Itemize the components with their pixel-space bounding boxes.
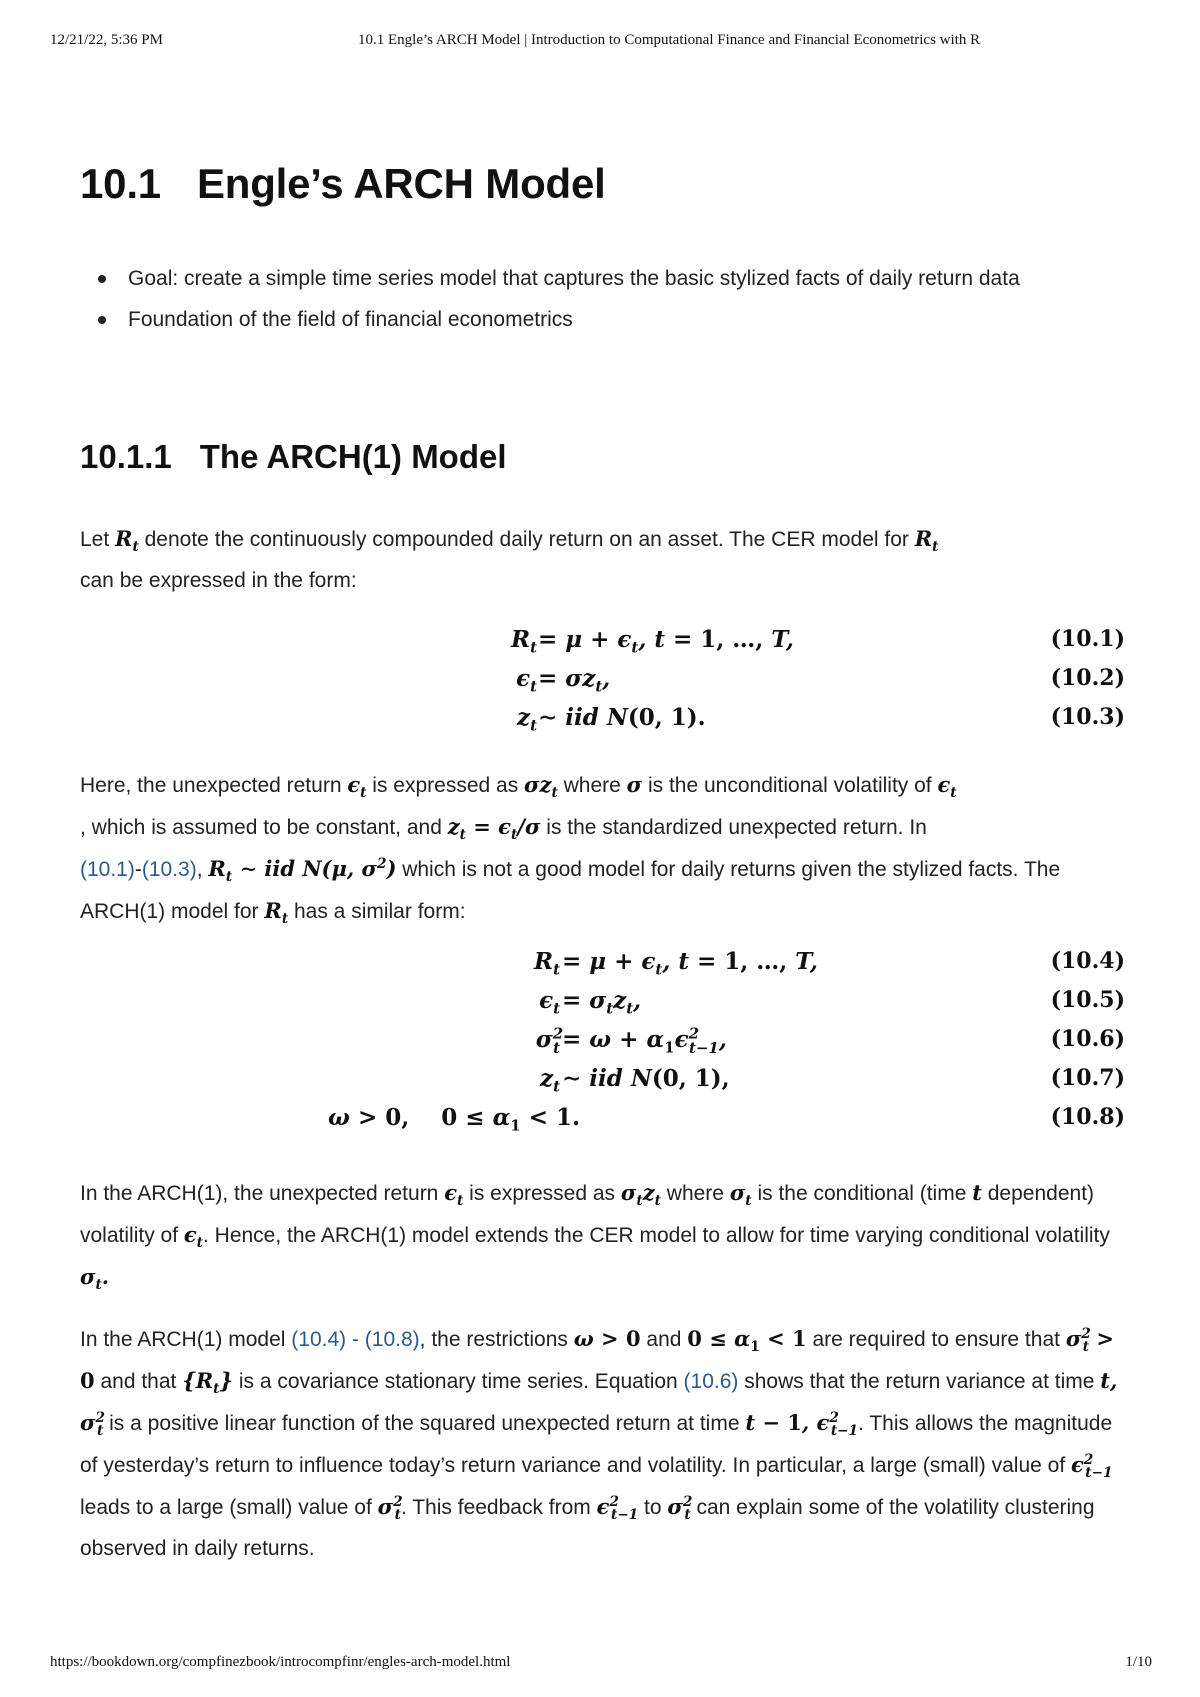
equation-number: (10.7) <box>1050 1065 1125 1091</box>
equation-row: $\sigma^2_t$ = $\omega + \alpha_1\epsilon^2_{t-1}$, (10.6) <box>535 1024 1125 1057</box>
subsection-title: The ARCH(1) Model <box>199 438 507 475</box>
section-heading <box>80 160 606 208</box>
equation-link[interactable]: (10.6) <box>683 1370 739 1393</box>
equation-number: (10.1) <box>1050 626 1125 652</box>
section-number: 10.1 <box>80 160 161 207</box>
print-page-number: 1/10 <box>1125 1654 1152 1670</box>
equation-number: (10.6) <box>1050 1026 1125 1052</box>
equation-row: $\epsilon_t$ = $\sigma z_t$, (10.2) <box>516 665 1125 696</box>
print-page-title: 10.1 Engle’s ARCH Model | Introduction to Computational Finance and Financial Econometrics with R <box>358 32 981 48</box>
cer-model-equations <box>80 626 1125 743</box>
goal-bullet-list <box>80 258 1168 340</box>
arch-model-equations <box>80 948 1125 1143</box>
equation-number: (10.5) <box>1050 987 1125 1013</box>
equation-number: (10.8) <box>1050 1104 1125 1130</box>
equation-row: $z_t$ ∼ iid N(0, 1). (10.3) <box>517 704 1125 735</box>
paragraph-restrictions: In the ARCH(1) model (10.4) - (10.8), the restrictions ω > 0 and $0 \le \alpha_1 < 1$ are required to ensure that $\sigma^2_t > 0$ and that $\{R_t\}$ is a covariance stationary time series. Equation (10.6) shows that the return variance at time t, $\sigma^2_t$ is a positive linear function of the squared unexpected return at time t − 1, $\epsilon^2_{t-1}$. This allows the magnitude of yesterday’s return to influence today’s return variance and volatility. In particular, a large (small) value of $\epsilon^2_{t-1}$ leads to a large (small) value of $\sigma^2_t$. This feedback from $\epsilon^2_{t-1}$ to $\sigma^2_t$ can explain some of the volatility clustering observed in daily returns. <box>80 1326 1118 1560</box>
equation-row: $R_t$ = $\mu + \epsilon_t$, t = 1, …, T, (10.4) <box>533 948 1125 979</box>
subsection-heading <box>80 438 507 476</box>
list-item <box>128 258 1168 299</box>
equation-row: ω > 0, $0 \le \alpha_1 < 1$. (10.8) <box>328 1104 1125 1135</box>
paragraph-intro: Let $R_t$ denote the continuously compounded daily return on an asset. The CER model for $R_t$ can be expressed in the form: <box>80 526 939 592</box>
equation-number: (10.2) <box>1050 665 1125 691</box>
print-timestamp: 12/21/22, 5:36 PM <box>50 32 163 48</box>
equation-number: (10.4) <box>1050 948 1125 974</box>
equation-link[interactable]: (10.4) - (10.8) <box>291 1328 420 1351</box>
print-url: https://bookdown.org/compfinezbook/introcompfinr/engles-arch-model.html <box>50 1654 511 1670</box>
paragraph-cer-explanation: Here, the unexpected return $\epsilon_t$ is expressed as $\sigma z_t$ where σ is the unconditional volatility of $\epsilon_t$ , which is assumed to be constant, and $z_t = \epsilon_t/\sigma$ is the standardized unexpected return. In (10.1)-(10.3), $R_t$ ∼ iid N(μ, $\sigma^2$) which is not a good model for daily returns given the stylized facts. The ARCH(1) model for $R_t$ has a similar form: <box>80 772 1061 928</box>
equation-number: (10.3) <box>1050 704 1125 730</box>
bullet-text: Foundation of the field of financial econometrics <box>128 308 573 331</box>
equation-row: $z_t$ ∼ iid N(0, 1), (10.7) <box>540 1065 1125 1096</box>
list-item <box>128 299 1168 340</box>
section-title: Engle’s ARCH Model <box>196 160 606 207</box>
equation-row: $R_t$ = $\mu + \epsilon_t$, t = 1, …, T, (10.1) <box>510 626 1125 657</box>
equation-link[interactable]: (10.3) <box>141 858 197 881</box>
paragraph-arch-explanation: In the ARCH(1), the unexpected return $\epsilon_t$ is expressed as $\sigma_tz_t$ where $\sigma_t$ is the conditional (time t dependent) volatility of $\epsilon_t$. Hence, the ARCH(1) model extends the CER model to allow for time varying conditional volatility $\sigma_t$. <box>80 1180 1110 1294</box>
bullet-text: Goal: create a simple time series model that captures the basic stylized facts of daily return data <box>128 267 1020 290</box>
bullet-icon <box>98 316 106 324</box>
bullet-icon <box>98 275 106 283</box>
subsection-number: 10.1.1 <box>80 438 172 475</box>
equation-link[interactable]: (10.1) <box>80 858 135 881</box>
equation-row: $\epsilon_t$ = $\sigma_tz_t$, (10.5) <box>539 987 1125 1018</box>
